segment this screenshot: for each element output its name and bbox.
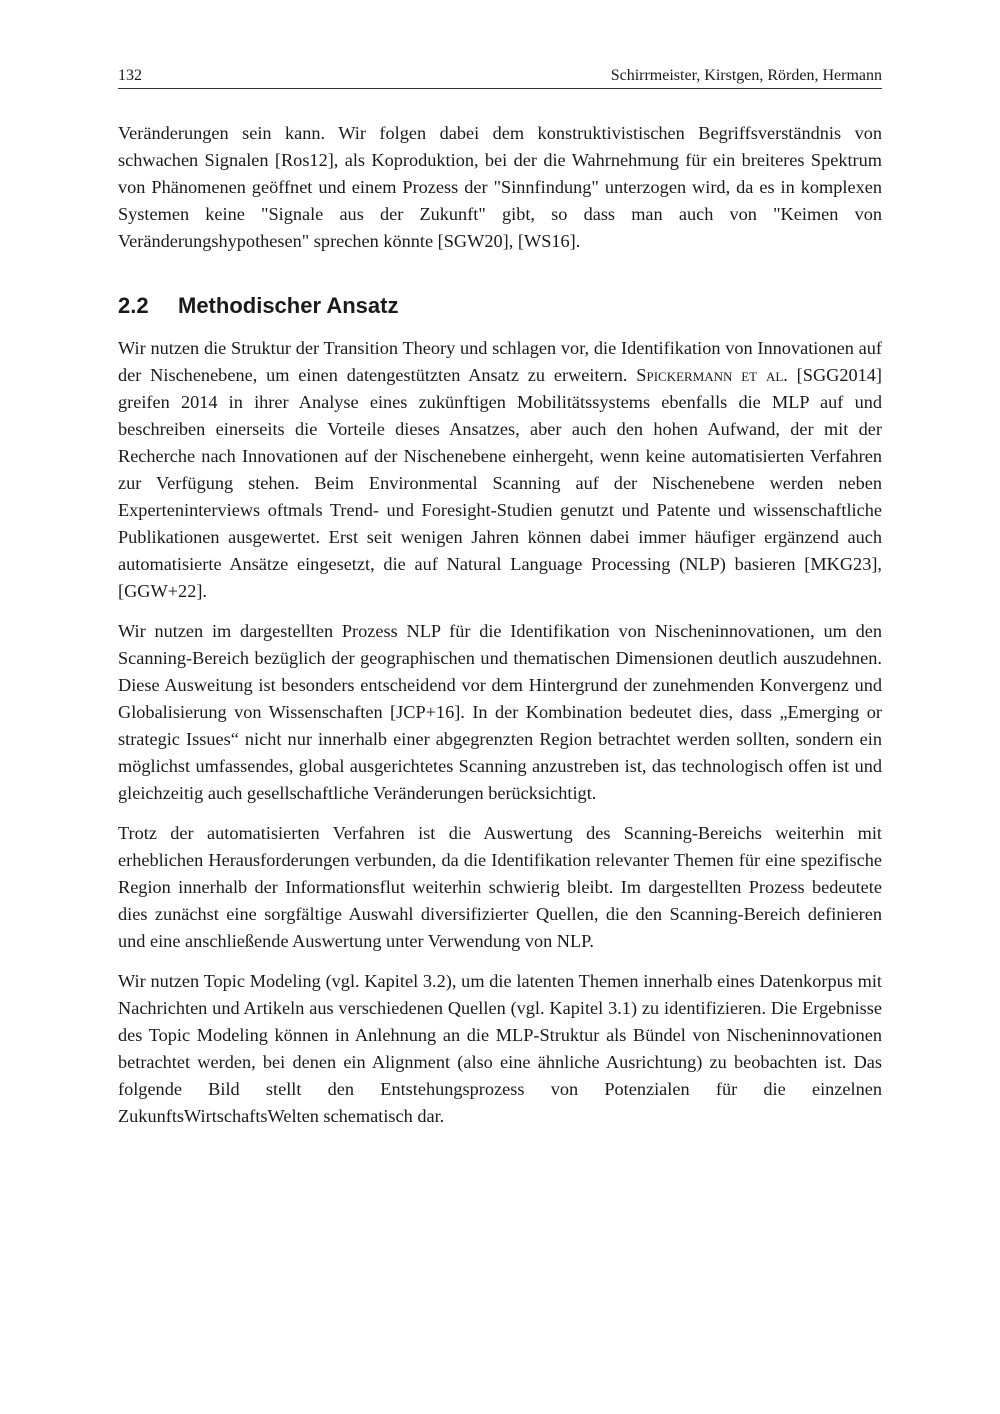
page-body	[118, 120, 882, 1130]
cited-author: Spickermann et al.	[636, 365, 788, 385]
intro-paragraph: Veränderungen sein kann. Wir folgen dabei dem konstruktivistischen Begriffsverständnis von schwachen Signalen [Ros12], als Koproduktion, bei der die Wahrnehmung für ein breiteres Spektrum von Phänomenen geöffnet und einem Prozess der "Sinnfindung" unterzogen wird, da es in komplexen Systemen keine "Signale aus der Zukunft" gibt, so dass man auch von "Keimen von Veränderungshypothesen" sprechen könnte [SGW20], [WS16].	[118, 123, 882, 251]
page-header	[118, 66, 882, 89]
running-head-authors: Schirrmeister, Kirstgen, Rörden, Hermann	[610, 67, 882, 84]
paragraph-1-text-a: Wir nutzen die Struktur der Transition Theory und schlagen vor, die Identifikation von Innovationen auf der Nischenebene, um einen datengestützten Ansatz zu erweitern.	[118, 338, 882, 385]
paragraph-1-text-b: [SGG2014] greifen 2014 in ihrer Analyse eines zukünftigen Mobilitätssystems ebenfalls die MLP auf und beschreiben einerseits die Vorteile dieses Ansatzes, aber auch den hohen Aufwand, der mit der Recherche nach Innovationen auf der Nischenebene einhergeht, wenn keine automatisierten Verfahren zur Verfügung stehen. Beim Environmental Scanning auf der Nischenebene werden neben Experteninterviews oftmals Trend- und Foresight-Studien genutzt und Patente und wissenschaftliche Publikationen ausgewertet. Erst seit wenigen Jahren können dabei immer häufiger ergänzend auch automatisierte Ansätze eingesetzt, die auf Natural Language Processing (NLP) basieren [MKG23], [GGW+22].	[118, 365, 882, 601]
body-paragraph-2: Wir nutzen im dargestellten Prozess NLP für die Identifikation von Nischeninnovationen, um den Scanning-Bereich bezüglich der geographischen und thematischen Dimensionen deutlich auszudehnen. Diese Ausweitung ist besonders entscheidend vor dem Hintergrund der zunehmenden Konvergenz und Globalisierung von Wissenschaften [JCP+16]. In der Kombination bedeutet dies, dass „Emerging or strategic Issues“ nicht nur innerhalb einer abgegrenzten Region betrachtet werden sollten, sondern ein möglichst umfassendes, global ausgerichtetes Scanning anzustreben ist, das technologisch offen ist und gleichzeitig auch gesellschaftliche Veränderungen berücksichtigt.	[118, 621, 882, 803]
body-paragraph-3: Trotz der automatisierten Verfahren ist die Auswertung des Scanning-Bereichs weiterhin mit erheblichen Herausforderungen verbunden, da die Identifikation relevanter Themen für eine spezifische Region innerhalb der Informationsflut weiterhin schwierig bleibt. Im dargestellten Prozess bedeutete dies zunächst eine sorgfältige Auswahl diversifizierter Quellen, die den Scanning-Bereich definieren und eine anschließende Auswertung unter Verwendung von NLP.	[118, 823, 882, 951]
section-heading	[118, 291, 882, 321]
page-number: 132	[118, 67, 142, 84]
body-paragraph-4: Wir nutzen Topic Modeling (vgl. Kapitel 3.2), um die latenten Themen innerhalb eines Datenkorpus mit Nachrichten und Artikeln aus verschiedenen Quellen (vgl. Kapitel 3.1) zu identifizieren. Die Ergebnisse des Topic Modeling können in Anlehnung an die MLP-Struktur als Bündel von Nischeninnovationen betrachtet werden, bei denen ein Alignment (also eine ähnliche Ausrichtung) zu beobachten ist. Das folgende Bild stellt den Entstehungsprozess von Potenzialen für die einzelnen ZukunftsWirtschaftsWelten schematisch dar.	[118, 971, 882, 1126]
section-number: 2.2	[118, 293, 149, 318]
body-paragraph-1	[118, 335, 882, 605]
section-title: Methodischer Ansatz	[178, 293, 399, 318]
